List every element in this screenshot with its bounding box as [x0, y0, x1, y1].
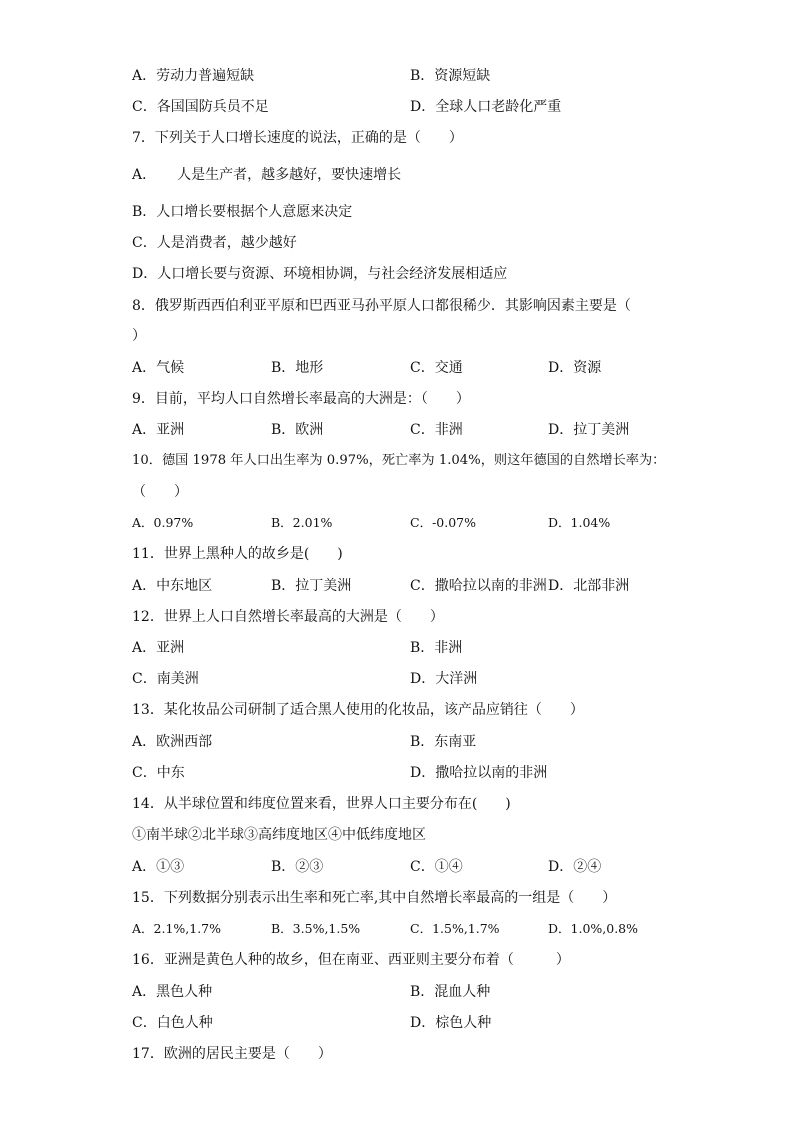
q7-option-d: D．人口增长要与资源、环境相协调，与社会经济发展相适应	[132, 266, 508, 282]
q12-option-a: A．亚洲	[132, 640, 185, 656]
q12-option-d: D．大洋洲	[410, 671, 478, 687]
q15-option-c: C．1.5%,1.7%	[410, 921, 500, 936]
q14-stem: 14．从半球位置和纬度位置来看，世界人口主要分布在( )	[132, 796, 511, 812]
q16-option-b: B．混血人种	[410, 984, 491, 1000]
q9-option-a: A．亚洲	[132, 422, 185, 438]
q15-option-a: A．2.1%,1.7%	[132, 921, 222, 936]
q9-option-c: C．非洲	[410, 422, 463, 438]
q6-option-d: D．全球人口老龄化严重	[410, 99, 562, 115]
q8-option-d: D．资源	[548, 360, 602, 376]
q9-option-d: D．拉丁美洲	[548, 422, 630, 438]
q14-option-b: B．②③	[271, 859, 324, 875]
q16-stem: 16．亚洲是黄色人种的故乡，但在南亚、西亚则主要分布着（ ）	[132, 952, 570, 968]
q11-option-c: C．撒哈拉以南的非洲	[410, 578, 547, 594]
q9-stem: 9．目前，平均人口自然增长率最高的大洲是：（ ）	[132, 391, 470, 407]
q13-option-c: C．中东	[132, 765, 185, 781]
q11-stem: 11．世界上黑种人的故乡是( )	[132, 546, 343, 562]
q9-option-b: B．欧洲	[271, 422, 324, 438]
q14-option-d: D．②④	[548, 859, 602, 875]
q11-option-b: B．拉丁美洲	[271, 578, 352, 594]
q15-option-b: B．3.5%,1.5%	[271, 921, 361, 936]
q11-option-d: D．北部非洲	[548, 578, 630, 594]
q16-option-a: A．黑色人种	[132, 984, 213, 1000]
q12-stem: 12．世界上人口自然增长率最高的大洲是（ ）	[132, 609, 444, 625]
q10-option-b: B．2.01%	[271, 515, 333, 530]
q10-stem-line1: 10．德国 1978 年人口出生率为 0.97%，死亡率为 1.04%，则这年德国的自然增长率为：	[132, 453, 666, 468]
q14-option-a: A．①③	[132, 859, 185, 875]
q13-option-b: B．东南亚	[410, 734, 477, 750]
q7-option-a: A． 人是生产者，越多越好，要快速增长	[132, 167, 402, 183]
q17-stem: 17．欧洲的居民主要是（ ）	[132, 1046, 332, 1062]
q7-option-b: B．人口增长要根据个人意愿来决定	[132, 204, 353, 220]
q8-stem-line2: ）	[132, 328, 146, 344]
q8-stem-line1: 8．俄罗斯西西伯利亚平原和巴西亚马孙平原人口都很稀少．其影响因素主要是（	[132, 298, 631, 314]
q7-option-c: C．人是消费者，越少越好	[132, 235, 297, 251]
q8-option-c: C．交通	[410, 360, 463, 376]
q6-option-a: A．劳动力普遍短缺	[132, 68, 255, 84]
q8-option-a: A．气候	[132, 360, 185, 376]
q10-stem-line2: （ ）	[132, 484, 188, 500]
q12-option-c: C．南美洲	[132, 671, 199, 687]
q12-option-b: B．非洲	[410, 640, 463, 656]
q15-option-d: D．1.0%,0.8%	[548, 921, 639, 936]
q10-option-a: A．0.97%	[132, 515, 194, 530]
q6-option-b: B．资源短缺	[410, 68, 491, 84]
q16-option-d: D．棕色人种	[410, 1015, 492, 1031]
q14-option-c: C．①④	[410, 859, 463, 875]
q13-option-a: A．欧洲西部	[132, 734, 213, 750]
q16-option-c: C．白色人种	[132, 1015, 213, 1031]
q15-stem: 15．下列数据分别表示出生率和死亡率,其中自然增长率最高的一组是（ ）	[132, 890, 617, 906]
q7-stem: 7．下列关于人口增长速度的说法，正确的是（ ）	[132, 130, 463, 146]
q13-option-d: D．撒哈拉以南的非洲	[410, 765, 548, 781]
q14-items: ①南半球②北半球③高纬度地区④中低纬度地区	[132, 827, 426, 843]
q8-option-b: B．地形	[271, 360, 324, 376]
q10-option-c: C．-0.07%	[410, 515, 476, 530]
q11-option-a: A．中东地区	[132, 578, 213, 594]
q13-stem: 13．某化妆品公司研制了适合黑人使用的化妆品，该产品应销往（ ）	[132, 702, 584, 718]
q10-option-d: D．1.04%	[548, 515, 611, 530]
q6-option-c: C．各国国防兵员不足	[132, 99, 269, 115]
